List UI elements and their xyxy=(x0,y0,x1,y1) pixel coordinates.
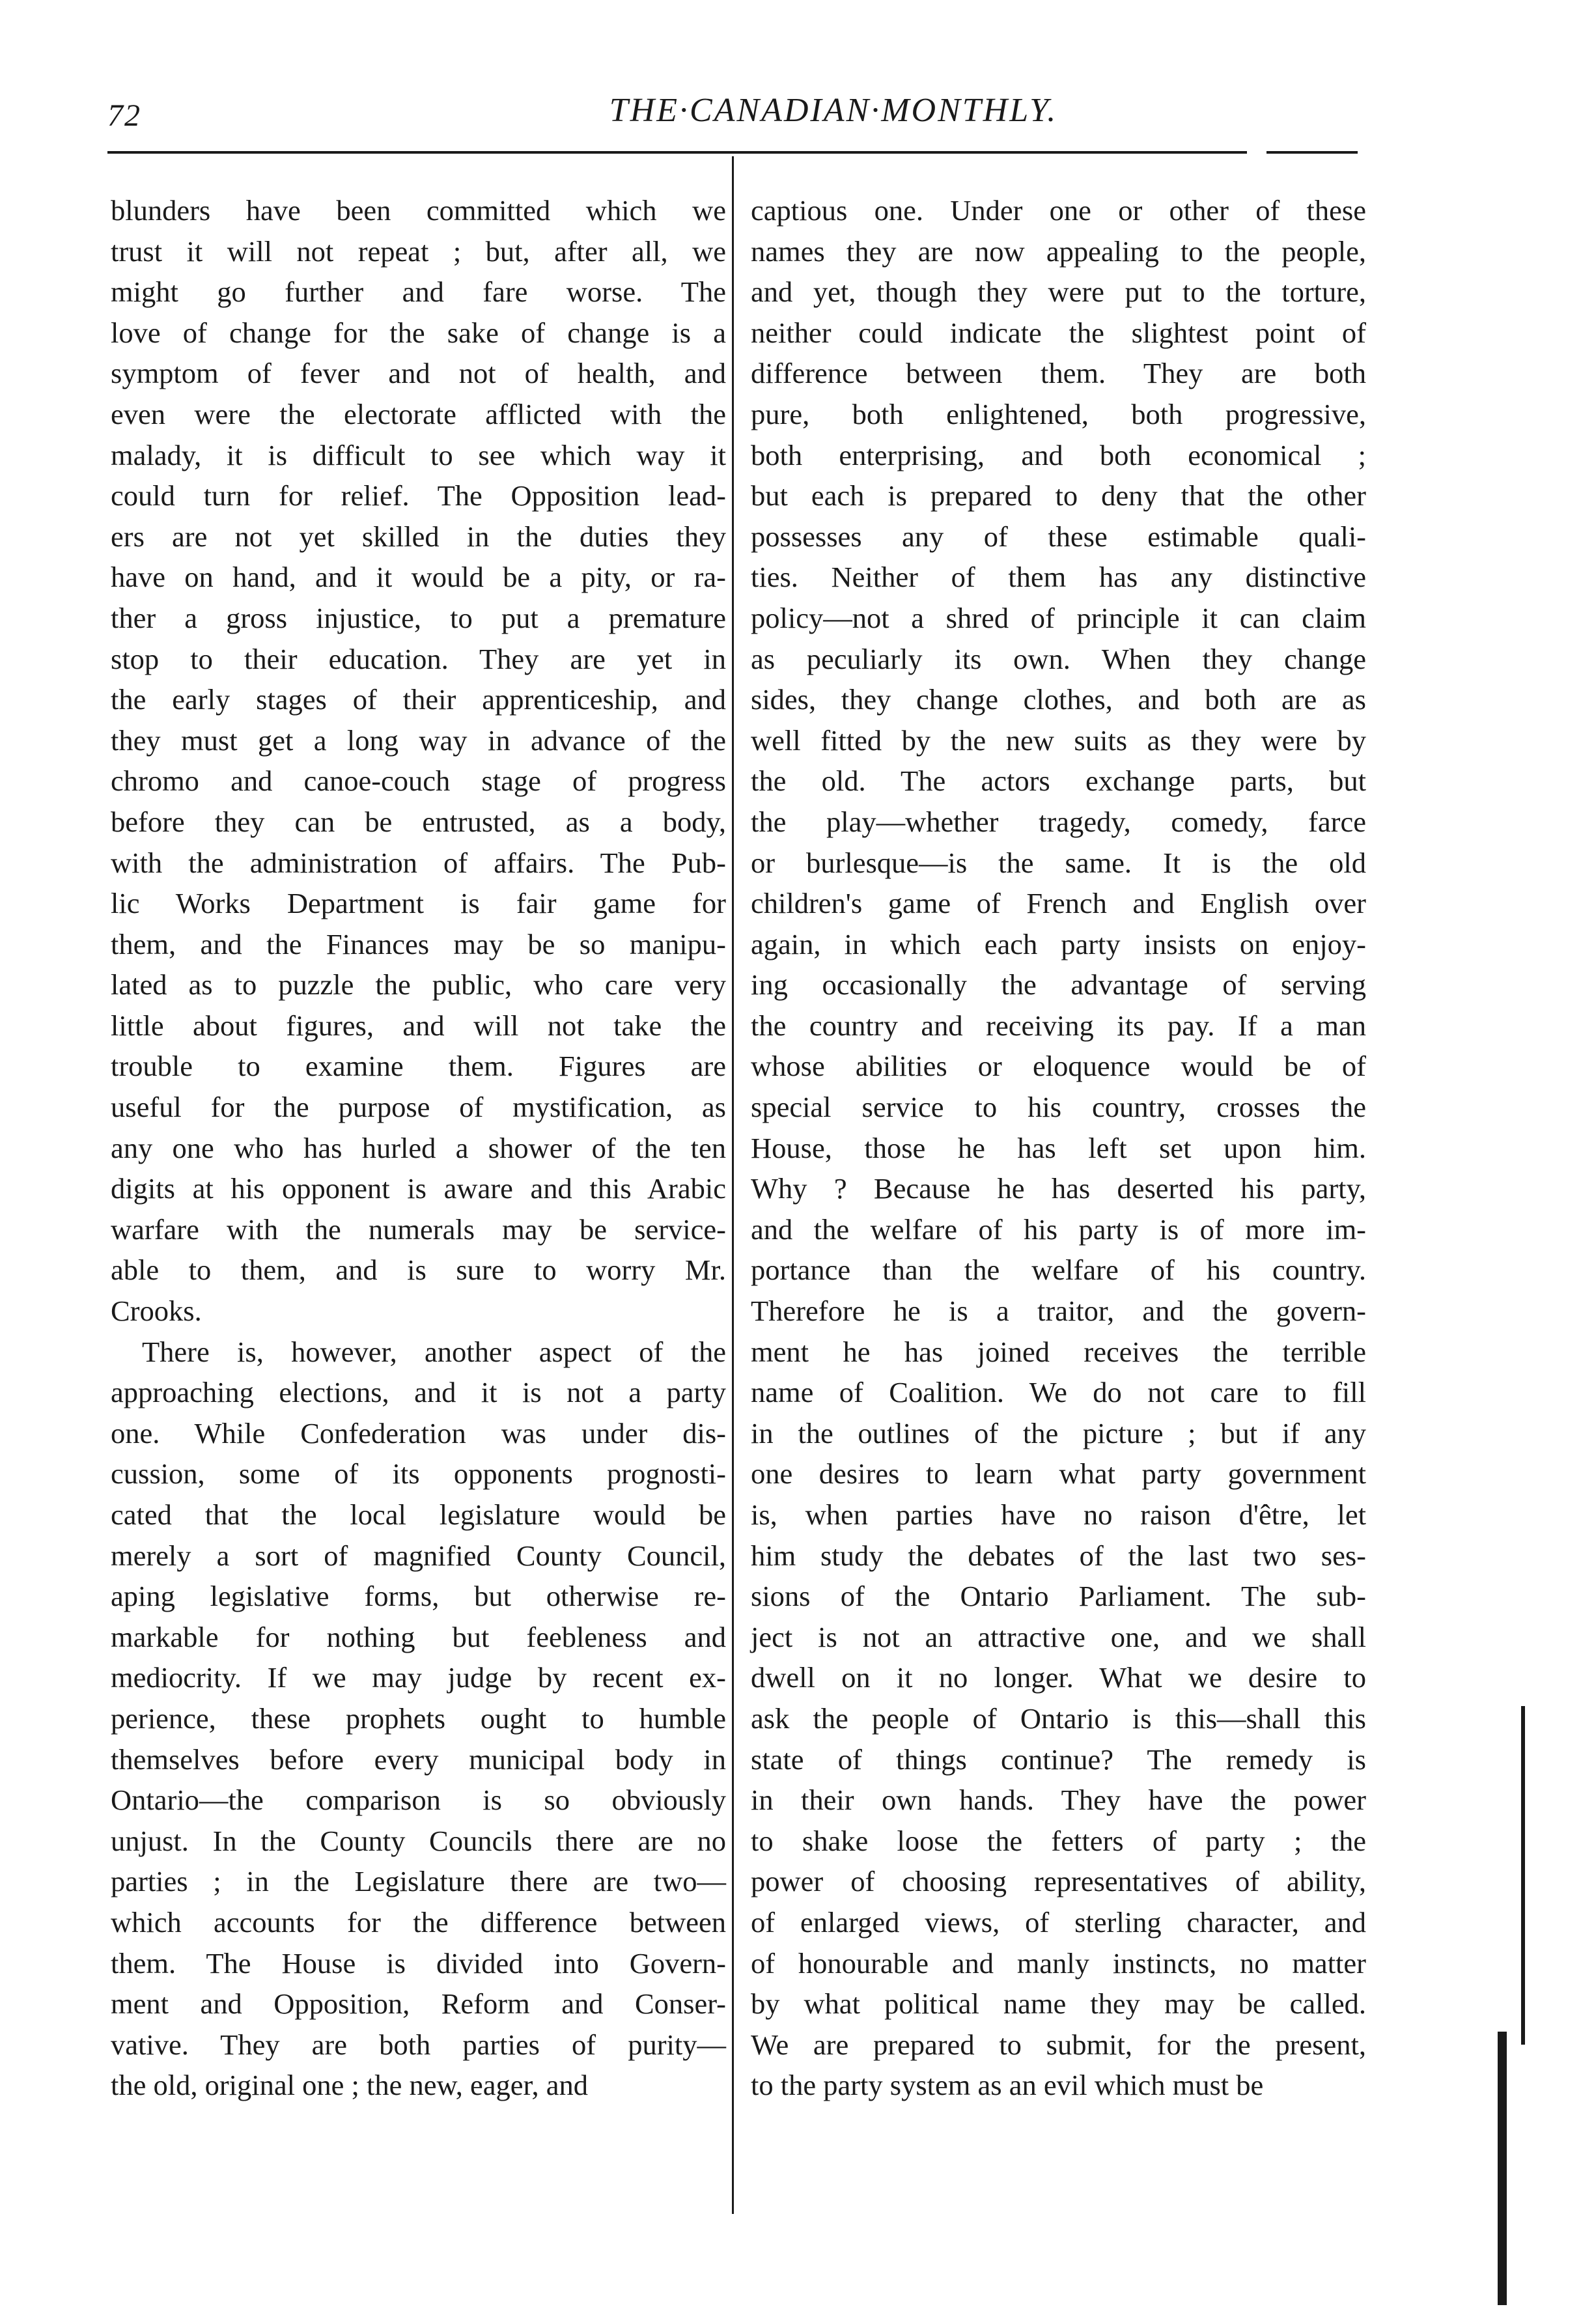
text-line: state of things continue? The remedy is xyxy=(751,1743,1366,1776)
text-line: markable for nothing but feebleness and xyxy=(111,1620,726,1653)
text-line: is, when parties have no raison d'être, let xyxy=(751,1498,1366,1531)
text-line: any one who has hurled a shower of the ten xyxy=(111,1131,726,1164)
text-line: unjust. In the County Councils there are no xyxy=(111,1824,726,1857)
text-line: malady, it is difficult to see which way it xyxy=(111,438,726,471)
text-line: the old. The actors exchange parts, but xyxy=(751,764,1366,798)
text-line: they must get a long way in advance of the xyxy=(111,723,726,757)
left-column xyxy=(111,190,726,2106)
text-line: power of choosing representatives of ability, xyxy=(751,1865,1366,1898)
text-line: blunders have been committed which we xyxy=(111,194,726,227)
text-line: special service to his country, crosses the xyxy=(751,1091,1366,1124)
text-line: one desires to learn what party government xyxy=(751,1457,1366,1491)
text-line: merely a sort of magnified County Council, xyxy=(111,1539,726,1572)
text-line: could turn for relief. The Opposition lead- xyxy=(111,479,726,512)
text-line: might go further and fare worse. The xyxy=(111,275,726,309)
text-line: cated that the local legislature would be xyxy=(111,1498,726,1531)
text-line: House, those he has left set upon him. xyxy=(751,1131,1366,1164)
text-line: Crooks. xyxy=(111,1295,202,1328)
text-line: little about figures, and will not take the xyxy=(111,1009,726,1042)
text-line: but each is prepared to deny that the other xyxy=(751,479,1366,512)
text-line: before they can be entrusted, as a body, xyxy=(111,805,726,838)
text-line: the country and receiving its pay. If a man xyxy=(751,1009,1366,1042)
text-line: name of Coalition. We do not care to fill xyxy=(751,1376,1366,1409)
text-line: policy—not a shred of principle it can claim xyxy=(751,601,1366,634)
column-divider xyxy=(732,156,734,2214)
text-line: which accounts for the difference between xyxy=(111,1905,726,1939)
text-line: trust it will not repeat ; but, after all, we xyxy=(111,234,726,268)
text-line: symptom of fever and not of health, and xyxy=(111,357,726,390)
text-line: themselves before every municipal body in xyxy=(111,1743,726,1776)
text-line: of enlarged views, of sterling character, and xyxy=(751,1905,1366,1939)
text-line: in their own hands. They have the power xyxy=(751,1784,1366,1817)
text-line: portance than the welfare of his country. xyxy=(751,1253,1366,1287)
binding-edge-mark xyxy=(1498,2032,1507,2305)
text-line: by what political name they may be called. xyxy=(751,1987,1366,2021)
text-line: whose abilities or eloquence would be of xyxy=(751,1050,1366,1083)
text-line: have on hand, and it would be a pity, or ra- xyxy=(111,561,726,594)
header-rule xyxy=(107,151,1247,154)
text-line: sides, they change clothes, and both are as xyxy=(751,683,1366,716)
text-line: one. While Confederation was under dis- xyxy=(111,1416,726,1449)
text-line: of honourable and manly instincts, no matter xyxy=(751,1946,1366,1980)
binding-edge-mark xyxy=(1521,1706,1525,2045)
text-line: ther a gross injustice, to put a premature xyxy=(111,601,726,634)
text-line: names they are now appealing to the people, xyxy=(751,234,1366,268)
text-line: Why ? Because he has deserted his party, xyxy=(751,1172,1366,1205)
text-line: the old, original one ; the new, eager, and xyxy=(111,2069,589,2102)
page-number: 72 xyxy=(107,98,141,133)
text-line: lated as to puzzle the public, who care very xyxy=(111,968,726,1001)
text-line: lic Works Department is fair game for xyxy=(111,887,726,920)
text-line: to the party system as an evil which must be xyxy=(751,2069,1264,2102)
text-line: love of change for the sake of change is a xyxy=(111,316,726,349)
text-line: as peculiarly its own. When they change xyxy=(751,642,1366,675)
text-line: parties ; in the Legislature there are two— xyxy=(111,1865,726,1898)
text-line: difference between them. They are both xyxy=(751,357,1366,390)
text-line: chromo and canoe-couch stage of progress xyxy=(111,764,726,798)
text-line: perience, these prophets ought to humble xyxy=(111,1701,726,1735)
text-line: Ontario—the comparison is so obviously xyxy=(111,1784,726,1817)
text-line: mediocrity. If we may judge by recent ex- xyxy=(111,1661,726,1694)
text-line: digits at his opponent is aware and this Arabic xyxy=(111,1172,726,1205)
text-line: ject is not an attractive one, and we shall xyxy=(751,1620,1366,1653)
text-line: warfare with the numerals may be service- xyxy=(111,1212,726,1246)
text-line: captious one. Under one or other of these xyxy=(751,194,1366,227)
text-line: useful for the purpose of mystification, as xyxy=(111,1091,726,1124)
text-line: even were the electorate afflicted with the xyxy=(111,397,726,430)
header-rule-segment xyxy=(1266,151,1358,154)
text-line: to shake loose the fetters of party ; the xyxy=(751,1824,1366,1857)
text-line: ing occasionally the advantage of serving xyxy=(751,968,1366,1001)
text-line: cussion, some of its opponents prognosti- xyxy=(111,1457,726,1491)
text-line: There is, however, another aspect of the xyxy=(142,1335,726,1368)
text-line: them. The House is divided into Govern- xyxy=(111,1946,726,1980)
running-title: THE·CANADIAN·MONTHLY. xyxy=(609,92,1058,129)
text-line: or burlesque—is the same. It is the old xyxy=(751,846,1366,879)
text-line: Therefore he is a traitor, and the govern- xyxy=(751,1295,1366,1328)
text-line: pure, both enlightened, both progressive, xyxy=(751,397,1366,430)
text-line: them, and the Finances may be so manipu- xyxy=(111,927,726,960)
text-line: the play—whether tragedy, comedy, farce xyxy=(751,805,1366,838)
text-line: ties. Neither of them has any distinctive xyxy=(751,561,1366,594)
text-line: aping legislative forms, but otherwise re- xyxy=(111,1580,726,1613)
text-line: dwell on it no longer. What we desire to xyxy=(751,1661,1366,1694)
text-line: ask the people of Ontario is this—shall this xyxy=(751,1701,1366,1735)
text-line: and yet, though they were put to the torture, xyxy=(751,275,1366,309)
text-line: ers are not yet skilled in the duties they xyxy=(111,520,726,553)
text-line: able to them, and is sure to worry Mr. xyxy=(111,1253,726,1287)
text-line: both enterprising, and both economical ; xyxy=(751,438,1366,471)
text-line: vative. They are both parties of purity— xyxy=(111,2028,726,2061)
text-line: approaching elections, and it is not a party xyxy=(111,1376,726,1409)
text-line: neither could indicate the slightest point of xyxy=(751,316,1366,349)
text-line: possesses any of these estimable quali- xyxy=(751,520,1366,553)
text-line: trouble to examine them. Figures are xyxy=(111,1050,726,1083)
text-line: stop to their education. They are yet in xyxy=(111,642,726,675)
text-line: sions of the Ontario Parliament. The sub- xyxy=(751,1580,1366,1613)
text-line: in the outlines of the picture ; but if any xyxy=(751,1416,1366,1449)
text-line: him study the debates of the last two ses- xyxy=(751,1539,1366,1572)
text-line: and the welfare of his party is of more im- xyxy=(751,1212,1366,1246)
text-line: with the administration of affairs. The Pub- xyxy=(111,846,726,879)
text-line: We are prepared to submit, for the present, xyxy=(751,2028,1366,2061)
text-line: the early stages of their apprenticeship, and xyxy=(111,683,726,716)
text-line: children's game of French and English over xyxy=(751,887,1366,920)
text-line: ment and Opposition, Reform and Conser- xyxy=(111,1987,726,2021)
text-line: well fitted by the new suits as they were by xyxy=(751,723,1366,757)
text-line: ment he has joined receives the terrible xyxy=(751,1335,1366,1368)
text-line: again, in which each party insists on enjoy- xyxy=(751,927,1366,960)
right-column xyxy=(751,190,1366,2106)
